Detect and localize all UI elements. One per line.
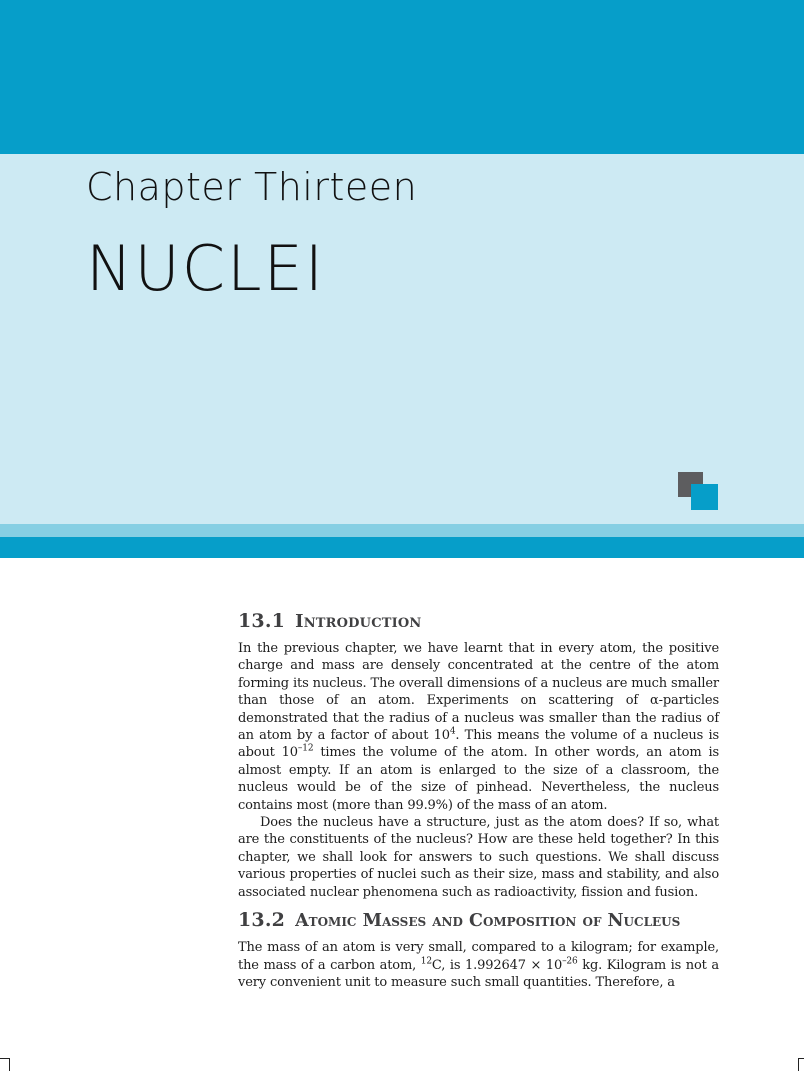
paragraph (238, 939, 719, 991)
header-dark-stripe (0, 537, 804, 558)
overlapping-squares-icon (678, 472, 718, 510)
chapter-label: Chapter Thirteen (86, 165, 418, 209)
superscript: 12 (420, 956, 432, 967)
top-color-band (0, 0, 804, 154)
paragraph: Does the nucleus have a structure, just as the atom does? If so, what are the constituents of the nucleus? How are these held together? In this chapter, we shall look for answers to such questions. We shall discuss various properties of nuclei such as their size, mass and stability, and also associated nuclear phenomena such as radioactivity, fission and fusion. (238, 815, 719, 900)
crop-mark (0, 1058, 10, 1071)
section-heading-atomic-masses (238, 909, 719, 931)
chapter-title: NUCLEI (86, 232, 326, 305)
crop-mark (798, 1058, 804, 1071)
text-run: . This means the volume of a nucleus is about 10 (238, 728, 719, 761)
section-number: 13.1 (238, 610, 286, 632)
superscript: –12 (297, 744, 314, 755)
text-run: The mass of an atom is very small, compared to a kilogram; for example, the mass of a carbon atom, (238, 940, 719, 973)
text-run: times the volume of the atom. In other words, an atom is almost empty. If an atom is enlarged to the size of a classroom, the nucleus would be of the size of pinhead. Nevertheless, the nucleus contains most (more than 99.9%) of the mass of an atom. (238, 745, 719, 813)
section-title: Introduction (295, 611, 422, 632)
text-run: In the previous chapter, we have learnt that in every atom, the positive charge and mass are densely concentrated at the centre of the atom forming its nucleus. The overall dimensions of a nucleus are much smaller than those of an atom. Experiments on scattering of α-particles demonstrated that the radius of a nucleus was smaller than the radius of an atom by a factor of about 10 (238, 641, 719, 744)
section-heading-introduction (238, 610, 719, 632)
section-title: Atomic Masses and Composition of Nucleus (295, 911, 681, 932)
section-number: 13.2 (238, 909, 286, 932)
superscript: 4 (449, 726, 456, 737)
header-light-stripe (0, 524, 804, 537)
paragraph (238, 640, 719, 814)
text-run: C, is 1.992647 × 10 (431, 957, 563, 973)
page-content (238, 610, 719, 991)
superscript: –26 (562, 956, 578, 967)
text-run: kg. Kilogram is not a very convenient unit to measure such small quantities. Therefore, a (238, 957, 719, 990)
blue-square-shape (691, 484, 718, 510)
chapter-header-panel (0, 154, 804, 524)
